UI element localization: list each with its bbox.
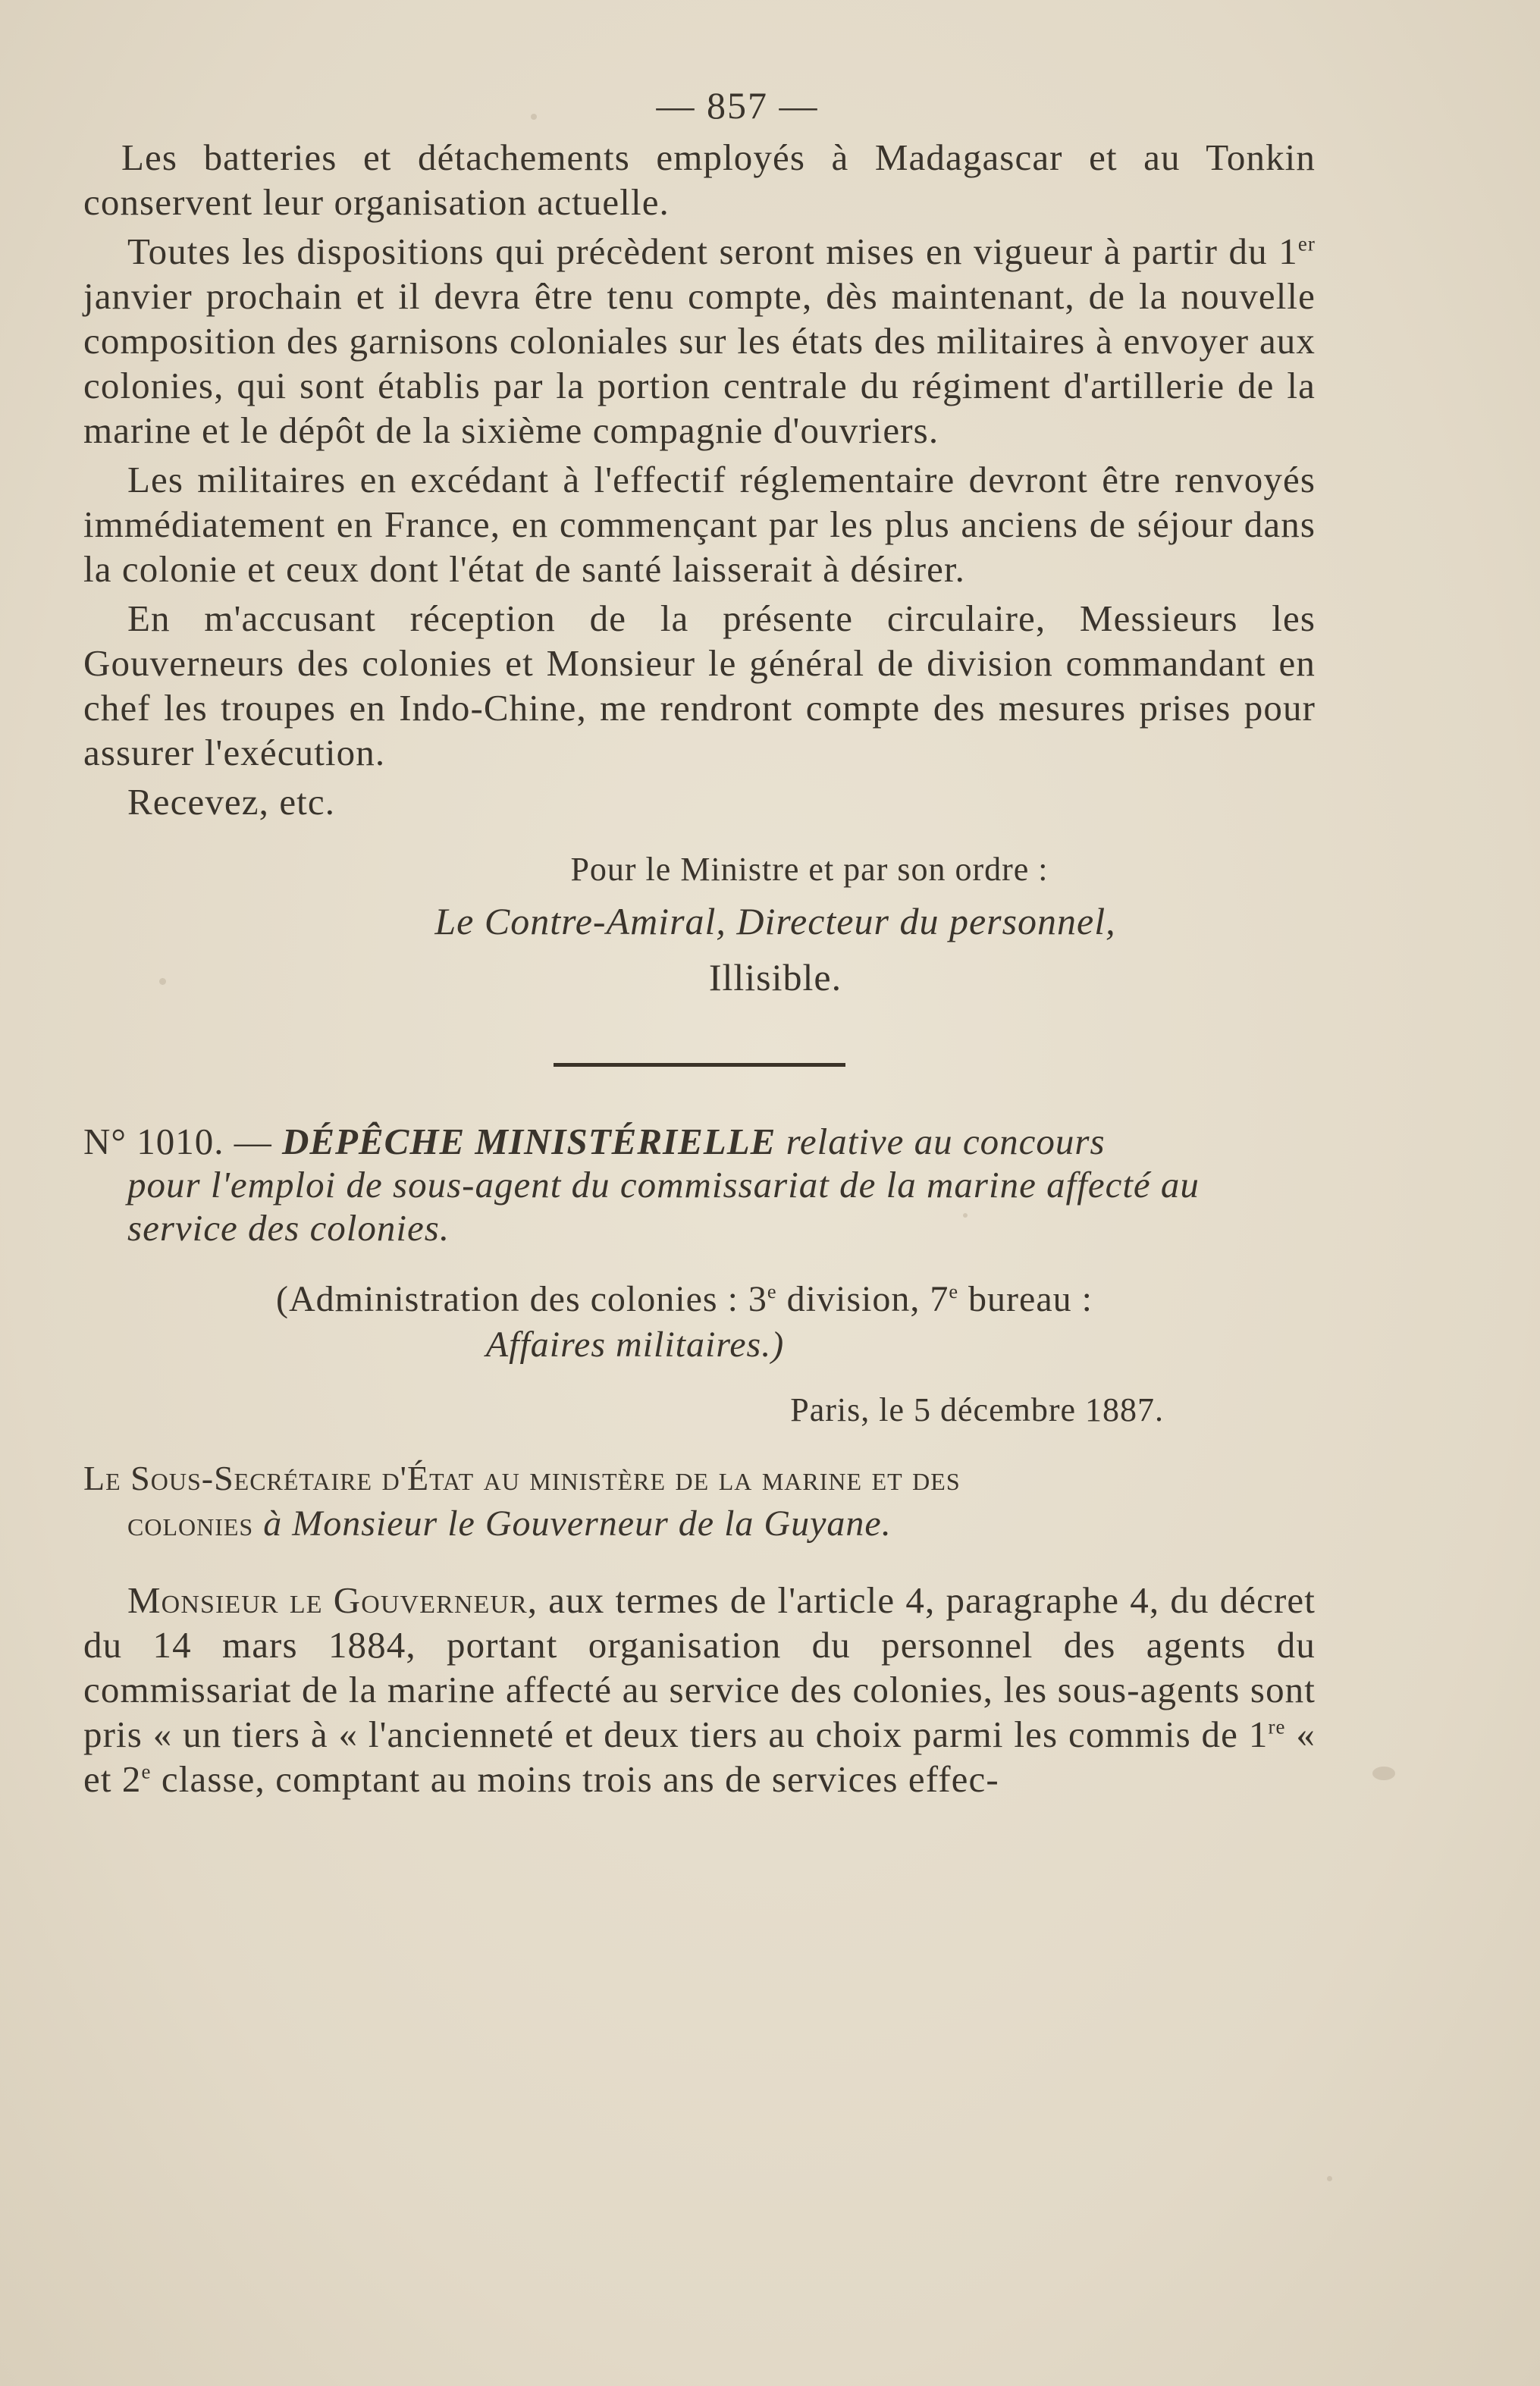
dateline: Paris, le 5 décembre 1887.	[790, 1391, 1164, 1428]
text-column	[83, 76, 1316, 1801]
admin-part-b: division, 7	[776, 1279, 949, 1319]
signature-line-illisible: Illisible.	[708, 956, 842, 999]
paragraph-dispositions-text-a: Toutes les dispositions qui précèdent seront mises en vigueur à partir du 1	[127, 230, 1298, 272]
dispatch-subject-rest: pour l'emploi de sous-agent du commissariat de la marine affecté au service des colonies.	[127, 1164, 1200, 1249]
signature-line-ministre: Pour le Ministre et par son ordre :	[570, 851, 1049, 888]
address-line	[83, 1456, 1316, 1547]
dispatch-number: N° 1010. —	[83, 1121, 282, 1162]
final-text-a: aux termes de l'article 4, paragraphe 4, du décret du 14 mars 1884, portant organisation du personnel des agents du commissariat de la marine affecté au service des colonies, les sous-agents sont pris « un tiers à « l'ancienneté et deux tiers au choix parmi les commis de 1	[83, 1579, 1316, 1755]
dispatch-title: DÉPÊCHE MINISTÉRIELLE	[281, 1121, 776, 1162]
admin-part-c: bureau :	[958, 1279, 1093, 1319]
address-recipient: à Monsieur le Gouverneur de la Guyane.	[253, 1503, 892, 1544]
superscript-e: e	[949, 1280, 959, 1303]
administration-text	[276, 1279, 1093, 1319]
administration-italic: Affaires militaires.)	[485, 1325, 785, 1365]
paragraph-dispositions	[83, 229, 1316, 453]
paper-speck	[1327, 2176, 1332, 2181]
dispatch-heading	[83, 1120, 1316, 1249]
paragraph-batteries: Les batteries et détachements employés à Madagascar et au Tonkin conservent leur organisation actuelle.	[83, 136, 1316, 223]
superscript-re: re	[1268, 1715, 1286, 1739]
salutation-monsieur: Monsieur le Gouverneur,	[127, 1579, 538, 1621]
paragraph-monsieur-gouverneur	[83, 1578, 1316, 1801]
administration-line	[83, 1277, 1316, 1368]
closing-salutation: Recevez, etc.	[127, 781, 336, 823]
admin-part-a: (Administration des colonies : 3	[276, 1279, 767, 1319]
paragraph-circulaire: En m'accusant réception de la présente circulaire, Messieurs les Gouverneurs des colonies et Monsieur le général de division commandant en chef les troupes en Indo-Chine, me rendront compte des mesures prises pour assurer l'exécution.	[83, 597, 1316, 773]
address-sender: Le Sous-Secrétaire d'État au ministère de la marine et des	[83, 1459, 961, 1497]
paragraph-dispositions-text-b: janvier prochain et il devra être tenu compte, dès maintenant, de la nouvelle composition des garnisons coloniales sur les états des militaires à envoyer aux colonies, qui sont établis par la portion centrale du régiment d'artillerie de la marine et le dépôt de la sixième compagnie d'ouvriers.	[83, 275, 1316, 451]
dispatch-subject-first: relative au concours	[776, 1121, 1106, 1162]
final-text-b: « et 2	[83, 1713, 1316, 1800]
section-divider	[554, 1063, 845, 1067]
paragraph-militaires: Les militaires en excédant à l'effectif réglementaire devront être renvoyés immédiatement en France, en commençant par les plus anciens de séjour dans la colonie et ceux dont l'état de santé laisserait à désirer.	[83, 459, 1316, 590]
paper-speck	[1372, 1767, 1395, 1780]
final-text-c: classe, comptant au moins trois ans de services effec-	[151, 1758, 999, 1800]
signature-line-contre-amiral: Le Contre-Amiral, Directeur du personnel,	[434, 900, 1116, 942]
page-number: — 857 —	[656, 84, 819, 127]
superscript-e: e	[767, 1280, 777, 1303]
superscript-e: e	[141, 1760, 152, 1783]
address-sender-continued: colonies	[127, 1504, 254, 1543]
superscript-er: er	[1297, 232, 1316, 256]
